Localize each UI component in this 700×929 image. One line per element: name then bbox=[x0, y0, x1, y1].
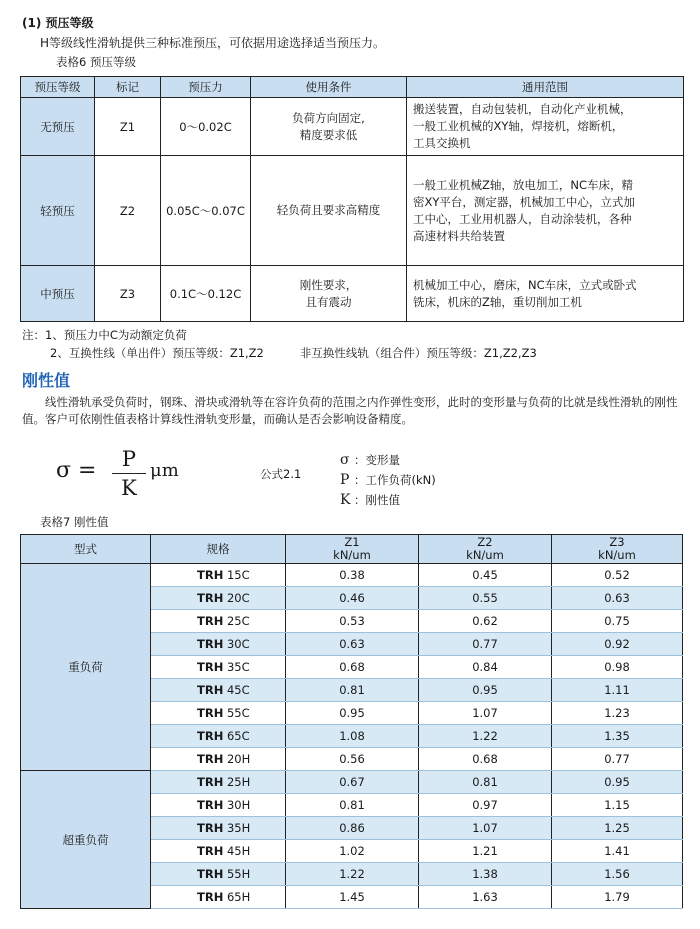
spec-cell bbox=[151, 725, 286, 748]
formula-numerator: P bbox=[121, 447, 137, 471]
z2-value-cell: 0.81 bbox=[419, 771, 552, 794]
scope-cell bbox=[407, 98, 684, 156]
z3-value-cell: 1.35 bbox=[552, 725, 683, 748]
col-header-z2 bbox=[419, 535, 552, 564]
scope-line: 一般工业机械Z轴，放电加工，NC车床，精 bbox=[413, 177, 634, 192]
stiffness-description: 线性滑轨承受负荷时，钢珠、滑块或滑轨等在容许负荷的范围之内作弹性变形，此时的变形量与负荷的比就是线性滑轨的刚性值。客户可依刚性值表格计算线性滑轨变形量，而确认是否会影响设备精度。 bbox=[22, 395, 678, 426]
spec-size: 30C bbox=[226, 637, 250, 651]
spec-prefix: TRH bbox=[197, 637, 224, 651]
scope-line: 铣床，机床的Z轴，重切削加工机 bbox=[413, 294, 582, 309]
spec-prefix: TRH bbox=[197, 591, 224, 605]
z1-value-cell: 0.68 bbox=[286, 656, 419, 679]
spec-cell bbox=[151, 771, 286, 794]
z2-value-cell: 1.21 bbox=[419, 840, 552, 863]
z2-value-cell: 1.07 bbox=[419, 817, 552, 840]
scope-line: 密XY平台，测定器，机械加工中心，立式加 bbox=[413, 194, 635, 209]
mark-cell: Z3 bbox=[95, 266, 161, 322]
notes bbox=[22, 326, 692, 362]
spec-size: 15C bbox=[226, 568, 250, 582]
spec-cell bbox=[151, 748, 286, 771]
z2-value-cell: 0.95 bbox=[419, 679, 552, 702]
scope-line: 高速材料共给装置 bbox=[413, 228, 505, 243]
formula-fraction bbox=[112, 446, 146, 501]
z3-value-cell: 1.56 bbox=[552, 863, 683, 886]
z1-value-cell: 1.22 bbox=[286, 863, 419, 886]
scope-line: 工具交换机 bbox=[413, 136, 471, 150]
spec-cell bbox=[151, 610, 286, 633]
stiffness-table-body bbox=[21, 564, 683, 909]
spec-cell bbox=[151, 587, 286, 610]
spec-size: 55C bbox=[226, 706, 250, 720]
scope-line: 机械加工中心，磨床，NC车床，立式或卧式 bbox=[413, 277, 637, 292]
col-header-preload: 预压力 bbox=[161, 77, 251, 98]
col-header-z1-unit: kN/um bbox=[333, 548, 371, 562]
legend-item bbox=[340, 450, 436, 470]
z2-value-cell: 0.97 bbox=[419, 794, 552, 817]
table-row bbox=[21, 156, 684, 266]
z3-value-cell: 0.75 bbox=[552, 610, 683, 633]
z3-value-cell: 0.52 bbox=[552, 564, 683, 587]
z1-value-cell: 1.45 bbox=[286, 886, 419, 909]
col-header-z1-label: Z1 bbox=[344, 535, 360, 549]
col-header-z2-label: Z2 bbox=[477, 535, 493, 549]
z1-value-cell: 0.56 bbox=[286, 748, 419, 771]
spec-cell bbox=[151, 633, 286, 656]
z2-value-cell: 1.22 bbox=[419, 725, 552, 748]
spec-size: 20C bbox=[226, 591, 250, 605]
stiffness-table bbox=[20, 534, 683, 909]
scope-cell bbox=[407, 266, 684, 322]
z1-value-cell: 1.02 bbox=[286, 840, 419, 863]
table6-caption: 表格6 预压等级 bbox=[56, 55, 136, 69]
formula-unit: μm bbox=[150, 460, 179, 481]
spec-size: 30H bbox=[226, 798, 251, 812]
z3-value-cell: 1.15 bbox=[552, 794, 683, 817]
condition-line: 精度要求低 bbox=[299, 127, 358, 142]
spec-size: 25H bbox=[226, 775, 251, 789]
formula-denominator: K bbox=[121, 476, 137, 500]
col-header-condition: 使用条件 bbox=[251, 77, 407, 98]
z3-value-cell: 0.98 bbox=[552, 656, 683, 679]
preload-cell: 0.05C～0.07C bbox=[161, 156, 251, 266]
table-row bbox=[21, 771, 683, 794]
z2-value-cell: 1.38 bbox=[419, 863, 552, 886]
z1-value-cell: 0.81 bbox=[286, 794, 419, 817]
spec-cell bbox=[151, 679, 286, 702]
z3-value-cell: 0.95 bbox=[552, 771, 683, 794]
z1-value-cell: 0.86 bbox=[286, 817, 419, 840]
spec-size: 35H bbox=[226, 821, 251, 835]
spec-size: 65H bbox=[226, 890, 251, 904]
spec-size: 45H bbox=[226, 844, 251, 858]
col-header-z3-label: Z3 bbox=[609, 535, 625, 549]
spec-size: 25C bbox=[226, 614, 250, 628]
preload-intro: H等级线性滑轨提供三种标准预压，可依据用途选择适当预压力。 bbox=[40, 36, 386, 50]
condition-cell bbox=[251, 98, 407, 156]
formula-legend bbox=[340, 450, 436, 510]
z1-value-cell: 0.81 bbox=[286, 679, 419, 702]
mark-cell: Z1 bbox=[95, 98, 161, 156]
condition-line: 且有震动 bbox=[305, 294, 352, 309]
col-header-type: 型式 bbox=[21, 535, 151, 564]
grade-cell: 无预压 bbox=[21, 98, 95, 156]
type-cell: 重负荷 bbox=[21, 564, 151, 771]
z1-value-cell: 0.63 bbox=[286, 633, 419, 656]
spec-prefix: TRH bbox=[197, 706, 224, 720]
table-header-row bbox=[21, 535, 683, 564]
spec-size: 20H bbox=[226, 752, 251, 766]
legend-symbol: σ bbox=[340, 452, 350, 468]
note-line-2 bbox=[22, 344, 692, 362]
z3-value-cell: 0.77 bbox=[552, 748, 683, 771]
z2-value-cell: 0.55 bbox=[419, 587, 552, 610]
spec-cell bbox=[151, 840, 286, 863]
spec-prefix: TRH bbox=[197, 821, 224, 835]
table-header-row bbox=[21, 77, 684, 98]
z3-value-cell: 1.25 bbox=[552, 817, 683, 840]
spec-prefix: TRH bbox=[197, 752, 224, 766]
section-title-stiffness: 刚性值 bbox=[22, 371, 71, 390]
mark-cell: Z2 bbox=[95, 156, 161, 266]
condition-line: 负荷方向固定, bbox=[292, 110, 365, 125]
table-row bbox=[21, 564, 683, 587]
col-header-scope: 通用范围 bbox=[407, 77, 684, 98]
spec-prefix: TRH bbox=[197, 890, 224, 904]
z2-value-cell: 0.45 bbox=[419, 564, 552, 587]
z3-value-cell: 1.79 bbox=[552, 886, 683, 909]
z3-value-cell: 0.63 bbox=[552, 587, 683, 610]
col-header-z3-unit: kN/um bbox=[598, 548, 636, 562]
z3-value-cell: 1.11 bbox=[552, 679, 683, 702]
col-header-mark: 标记 bbox=[95, 77, 161, 98]
z2-value-cell: 0.84 bbox=[419, 656, 552, 679]
z2-value-cell: 0.62 bbox=[419, 610, 552, 633]
z1-value-cell: 0.95 bbox=[286, 702, 419, 725]
grade-cell: 轻预压 bbox=[21, 156, 95, 266]
col-header-z1 bbox=[286, 535, 419, 564]
table7-caption: 表格7 刚性值 bbox=[40, 515, 109, 529]
spec-cell bbox=[151, 794, 286, 817]
spec-prefix: TRH bbox=[197, 775, 224, 789]
z1-value-cell: 1.08 bbox=[286, 725, 419, 748]
spec-size: 35C bbox=[226, 660, 250, 674]
spec-prefix: TRH bbox=[197, 614, 224, 628]
spec-cell bbox=[151, 656, 286, 679]
legend-symbol: K bbox=[340, 492, 351, 508]
condition-line: 轻负荷且要求高精度 bbox=[276, 203, 381, 217]
spec-prefix: TRH bbox=[197, 683, 224, 697]
z2-value-cell: 1.07 bbox=[419, 702, 552, 725]
spec-cell bbox=[151, 702, 286, 725]
type-cell: 超重负荷 bbox=[21, 771, 151, 909]
spec-cell bbox=[151, 817, 286, 840]
fraction-bar bbox=[112, 473, 146, 474]
spec-prefix: TRH bbox=[197, 844, 224, 858]
preload-cell: 0.1C～0.12C bbox=[161, 266, 251, 322]
legend-symbol: P bbox=[340, 472, 350, 488]
scope-line: 工中心，工业用机器人，自动涂装机，各种 bbox=[413, 211, 632, 226]
legend-text: ：工作负荷(kN) bbox=[354, 473, 436, 487]
preload-table bbox=[20, 76, 684, 322]
spec-prefix: TRH bbox=[197, 568, 224, 582]
note-line-1: 注：1、预压力中C为动额定负荷 bbox=[22, 328, 187, 342]
col-header-z2-unit: kN/um bbox=[466, 548, 504, 562]
z1-value-cell: 0.53 bbox=[286, 610, 419, 633]
spec-size: 65C bbox=[226, 729, 250, 743]
z1-value-cell: 0.46 bbox=[286, 587, 419, 610]
formula-lhs: σ = bbox=[56, 458, 97, 483]
note-line-2b: 非互换性线轨（组合件）预压等级：Z1,Z2,Z3 bbox=[299, 346, 537, 360]
z2-value-cell: 1.63 bbox=[419, 886, 552, 909]
table-row bbox=[21, 98, 684, 156]
z3-value-cell: 0.92 bbox=[552, 633, 683, 656]
z1-value-cell: 0.67 bbox=[286, 771, 419, 794]
legend-item bbox=[340, 470, 436, 490]
scope-cell bbox=[407, 156, 684, 266]
legend-item bbox=[340, 490, 436, 510]
note-line-2a: 2、互换性线（单出件）预压等级：Z1,Z2 bbox=[50, 346, 264, 360]
spec-size: 55H bbox=[226, 867, 251, 881]
spec-prefix: TRH bbox=[197, 798, 224, 812]
table-row bbox=[21, 266, 684, 322]
preload-cell: 0～0.02C bbox=[161, 98, 251, 156]
col-header-z3 bbox=[552, 535, 683, 564]
section-title-preload: (1) 预压等级 bbox=[22, 16, 94, 30]
scope-line: 一般工业机械的XY轴，焊接机，熔断机， bbox=[413, 119, 624, 133]
z3-value-cell: 1.41 bbox=[552, 840, 683, 863]
spec-cell bbox=[151, 863, 286, 886]
condition-cell bbox=[251, 266, 407, 322]
spec-cell bbox=[151, 886, 286, 909]
grade-cell: 中预压 bbox=[21, 266, 95, 322]
spec-size: 45C bbox=[226, 683, 250, 697]
spec-prefix: TRH bbox=[197, 729, 224, 743]
condition-line: 刚性要求， bbox=[299, 277, 358, 292]
col-header-spec: 规格 bbox=[151, 535, 286, 564]
spec-prefix: TRH bbox=[197, 660, 224, 674]
col-header-grade: 预压等级 bbox=[21, 77, 95, 98]
spec-prefix: TRH bbox=[197, 867, 224, 881]
legend-text: ：刚性值 bbox=[354, 493, 400, 507]
formula-name: 公式2.1 bbox=[260, 467, 302, 481]
z2-value-cell: 0.68 bbox=[419, 748, 552, 771]
condition-cell bbox=[251, 156, 407, 266]
spec-cell bbox=[151, 564, 286, 587]
z3-value-cell: 1.23 bbox=[552, 702, 683, 725]
z2-value-cell: 0.77 bbox=[419, 633, 552, 656]
scope-line: 搬送装置，自动包装机，自动化产业机械， bbox=[413, 102, 632, 116]
legend-text: ：变形量 bbox=[354, 453, 400, 467]
z1-value-cell: 0.38 bbox=[286, 564, 419, 587]
